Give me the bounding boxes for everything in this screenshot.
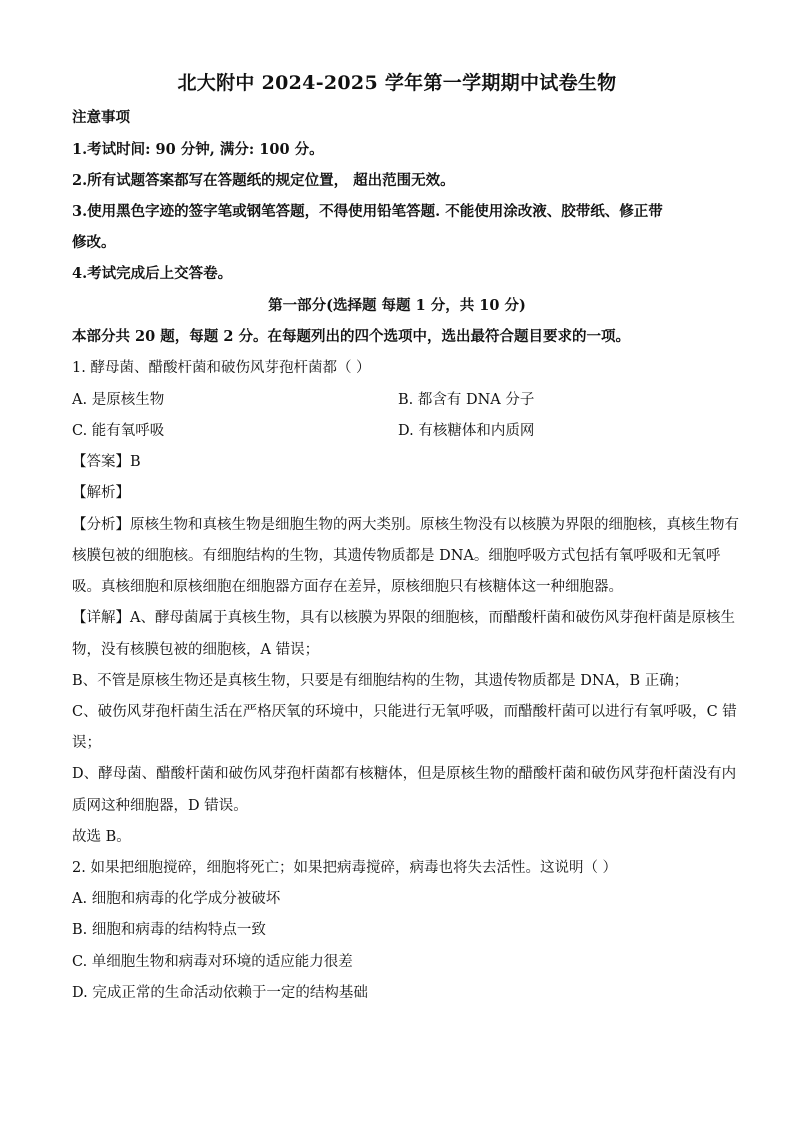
notes-heading: 注意事项: [72, 109, 130, 126]
note-item-2: 2.所有试题答案都写在答题纸的规定位置， 超出范围无效。: [72, 172, 455, 189]
question-1-option-d: D. 有核糖体和内质网: [398, 423, 535, 439]
detail-line-2: 物，没有核膜包被的细胞核，A 错误；: [72, 642, 320, 658]
question-1-analysis-label: 【解析】: [72, 485, 130, 501]
detail-line-3: B、不管是原核生物还是真核生物，只要是有细胞结构的生物，其遗传物质都是 DNA，B 正确；: [72, 673, 689, 689]
question-1-option-b: B. 都含有 DNA 分子: [398, 392, 535, 408]
detail-line-6: D、酵母菌、醋酸杆菌和破伤风芽孢杆菌都有核糖体，但是原核生物的醋酸杆菌和破伤风芽孢杆菌没有内: [72, 766, 737, 782]
note-item-3: 3.使用黑色字迹的签字笔或钢笔答题，不得使用铅笔答题. 不能使用涂改液、胶带纸、修正带: [72, 203, 663, 220]
detail-line-1: 【详解】A、酵母菌属于真核生物，具有以核膜为界限的细胞核，而醋酸杆菌和破伤风芽孢杆菌是原核生: [72, 610, 735, 626]
detail-line-7: 质网这种细胞器，D 错误。: [72, 798, 248, 814]
question-2-option-a: A. 细胞和病毒的化学成分被破坏: [72, 891, 281, 907]
section-instruction: 本部分共 20 题，每题 2 分。在每题列出的四个选项中，选出最符合题目要求的一项。: [72, 328, 630, 345]
section-heading: 第一部分(选择题 每题 1 分，共 10 分): [268, 297, 526, 314]
page-title: 北大附中 2024-2025 学年第一学期期中试卷生物: [177, 72, 617, 94]
analysis-line-1: 【分析】原核生物和真核生物是细胞生物的两大类别。原核生物没有以核膜为界限的细胞核，真核生物有: [72, 517, 739, 533]
detail-line-5: 误；: [72, 735, 101, 751]
note-item-4: 4.考试完成后上交答卷。: [72, 265, 233, 282]
note-item-3-cont: 修改。: [72, 234, 116, 251]
question-2-option-d: D. 完成正常的生命活动依赖于一定的结构基础: [72, 985, 368, 1001]
question-2-option-b: B. 细胞和病毒的结构特点一致: [72, 922, 266, 938]
note-item-1: 1.考试时间: 90 分钟, 满分: 100 分。: [72, 141, 324, 158]
question-1-option-c: C. 能有氧呼吸: [72, 423, 165, 439]
question-2-option-c: C. 单细胞生物和病毒对环境的适应能力很差: [72, 954, 353, 970]
detail-conclusion: 故选 B。: [72, 829, 131, 845]
question-2-stem: 2. 如果把细胞搅碎，细胞将死亡；如果把病毒搅碎，病毒也将失去活性。这说明（ ）: [72, 860, 618, 876]
question-1-answer: 【答案】B: [72, 454, 141, 470]
analysis-line-3: 吸。真核细胞和原核细胞在细胞器方面存在差异，原核细胞只有核糖体这一种细胞器。: [72, 579, 623, 595]
detail-line-4: C、破伤风芽孢杆菌生活在严格厌氧的环境中，只能进行无氧呼吸，而醋酸杆菌可以进行有氧呼吸，C 错: [72, 704, 737, 720]
question-1-stem: 1. 酵母菌、醋酸杆菌和破伤风芽孢杆菌都（ ）: [72, 360, 371, 376]
analysis-line-2: 核膜包被的细胞核。有细胞结构的生物，其遗传物质都是 DNA。细胞呼吸方式包括有氧呼吸和无氧呼: [72, 548, 721, 564]
question-1-option-a: A. 是原核生物: [72, 392, 165, 408]
